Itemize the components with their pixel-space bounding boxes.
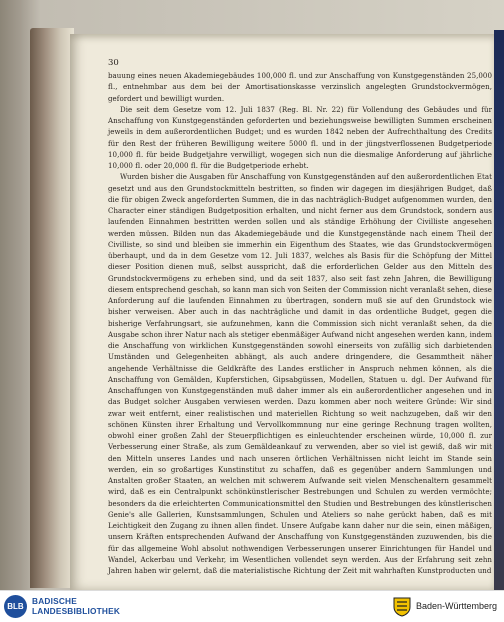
- page-number: 30: [108, 58, 119, 68]
- page-text: [108, 70, 492, 576]
- cover-edge: [494, 30, 504, 590]
- baden-wuerttemberg-crest-icon[interactable]: [393, 597, 411, 617]
- library-name[interactable]: [32, 596, 120, 616]
- library-name-line1: BADISCHE: [32, 596, 77, 606]
- paragraph: Die seit dem Gesetze vom 12. Juli 1837 (Reg. Bl. Nr. 22) für Vollendung des Gebäudes und für Anschaffung von Kunstgegenständen geforderten und beziehungsweise bewilligten Summen erscheinen jeweils in dem außerordentlichen Budget; und es wurden 1842 neben der Aufrechthaltung des Credits für den Rest der früheren Bewilligung weitere 5000 fl. und in der jüngstverflossenen Budgetperiode 10,000 fl. für beide Budgetjahre verwilligt, wogegen sich nun die diesmalige Anforderung auf jährliche 10,000 fl. oder 20,000 fl. für die Budgetperiode erhebt.: [108, 104, 492, 170]
- state-name[interactable]: Baden-Württemberg: [416, 601, 498, 611]
- paragraph: bauung eines neuen Akademiegebäudes 100,000 fl. und zur Anschaffung von Kunstgegenständen 25,000 fl., entnehmbar aus dem bei der Amortisationskasse verzinslich angelegten Grundstockvermögen, gefordert und bewilligt wurden.: [108, 71, 492, 103]
- paragraph: Wurden bisher die Ausgaben für Anschaffung von Kunstgegenständen auf den außerordentlichen Etat gesetzt und aus den Grundstockmitteln bestritten, so finden wir dagegen im diesjährigen Budget, daß die für obigen Zweck angeforderten Summen, die in das nachträglich-Budget aufgenommen wurden, den Character einer ständigen Budgetposition erhalten, und nicht ferner aus dem Grundstock, sondern aus laufenden Einnahmen bestritten werden sollen und als ständige Erhöhung der Civilliste angesehen werden müssen. Bilden nun das Akademiegebäude und die Kunstgegenstände nach einem Theil der Civilliste, so sind und bleiben sie immerhin ein Eigenthum des Staates, wie das Grundstockvermögen überhaupt, und da in dem Gesetze vom 12. Juli 1837, welches als Basis für die Schöpfung der Mittel dieser Position dienen muß, selbst ausspricht, daß die erforderlichen Gelder aus den Mitteln des Grundstockvermögens zu erheben sind, und da seit 1837, also seit fast zehn Jahren, die Bewilligung diesem entsprechend geschah, so kann man sich von Seiten der Commission nicht veranlaßt sehen, diese Anforderung auf die laufenden Einnahmen zu übertragen, sondern muß sie auf den Grundstock wie bisher verweisen. Aber auch in das nachträgliche und damit in das ordentliche Budget, gegen die bisherige Verfahrungsart, sie aufzunehmen, kann die Commission sich nicht veranlaßt sehen, da die Ausgabe schon ihrer Natur nach als stetiger ebenmäßiger Aufwand nicht angesehen werden kann, indem die Anschaffung von wirklichen Kunstgegenständen sowohl einerseits von zufällig sich darbietenden Umständen und Gelegenheiten abhängt, als auch andere dringendere, die Gesammtheit näher angehende Verhältnisse die Geldkräfte des Landes erstlicher in Anspruch nehmen können, als die Anschaffung von Gemälden, Kupferstichen, Gipsabgüssen, Modellen, Statuen u. dgl. Der Aufwand für Anschaffungen von Kunstgegenständen muß daher immer als ein außerordentlicher angesehen und in das Budget solcher Ausgaben verwiesen werden. Dazu kommen aber noch weitere Gründe: Wir sind zwar weit entfernt, einer realistischen und materiellen Richtung so weit nachzugeben, daß wir den schönen Künsten ihrer Erhaltung und Vervollkommnung nur eine geringe Rechnung tragen wollten, obwohl einer großen Zahl der Steuerpflichtigen es einleuchtender erscheinen würde, 10,000 fl. zur Verbesserung einer Straße, als zum Gemäldeankauf zu verwenden, aber so viel ist gewiß, daß wir mit den Mitteln unseres Landes und nach unseren örtlichen Verhältnissen nicht leicht im Stande sein werden, ein so großartiges Kunstinstitut zu schaffen, daß es gegenüber andern Sammlungen und Anstalten großer Staaten, an welchen mit schwerem Aufwande seit vielen Menschenaltern gesammelt wird, daß es ein Centralpunkt schönkünstlerischer Bestrebungen und Schulen zu werden vermöchte; besonders da die erleichterten Communicationsmittel den Studien und Bestrebungen des künstlerischen Genie's alle Gallerien, Kunstsammlungen, Schulen und Ateliers so nahe gerückt haben, daß es mit Leichtigkeit den Zugang zu ihnen allen findet. Unsere Aufgabe kann daher nur die sein, einen mäßigen, unsern Kräften entsprechenden Aufwand der Anschaffung von Kunstgegenständen zuzuwenden, bis die für das allgemeine Wohl absolut nothwendigen Verbesserungen unserer Einrichtungen für Handel und Wandel, Ackerbau und Verkehr, im Wesentlichen vollendet seyn werden. Aus der Erfahrung seit zehn Jahren haben wir gelernt, daß die materialistische Richtung der Zeit mit wahrhaften Kunstproducten und: [108, 172, 492, 575]
- blb-logo-icon[interactable]: BLB: [4, 595, 27, 618]
- book-edge: [30, 28, 74, 588]
- library-name-line2: LANDESBIBLIOTHEK: [32, 606, 121, 616]
- footer-bar: [0, 590, 504, 622]
